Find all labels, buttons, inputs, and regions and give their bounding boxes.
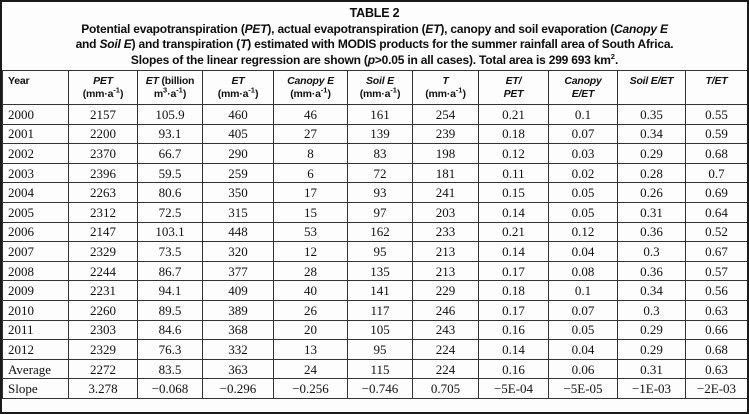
table-row — [3, 144, 748, 164]
row-label-cell: 2006 — [3, 222, 69, 242]
col-header-et-billion: ET (billion $m^3\cdot a^{-1}$) — [138, 71, 203, 105]
value-cell: 0.3 — [618, 300, 686, 320]
value-cell: 3.278 — [69, 379, 138, 399]
row-label-cell: Slope — [3, 379, 69, 399]
value-cell: 224 — [413, 359, 479, 379]
value-cell: 0.67 — [686, 242, 748, 262]
value-cell: 28 — [274, 261, 348, 281]
value-cell: 26 — [274, 300, 348, 320]
value-cell: 0.04 — [549, 340, 618, 360]
value-cell: 0.63 — [686, 359, 748, 379]
value-cell: 15 — [274, 202, 348, 222]
value-cell: 0.17 — [479, 300, 549, 320]
value-cell: 0.03 — [549, 144, 618, 164]
value-cell: 0.14 — [479, 340, 549, 360]
value-cell: 97 — [348, 202, 413, 222]
value-cell: 95 — [348, 340, 413, 360]
value-cell: 0.21 — [479, 105, 549, 125]
table-number: TABLE 2 — [349, 6, 400, 20]
value-cell: 2370 — [69, 144, 138, 164]
table-row — [3, 105, 748, 125]
value-cell: 2329 — [69, 340, 138, 360]
value-cell: 84.6 — [138, 320, 203, 340]
col-header-et-pet: ET/ PET — [479, 71, 549, 105]
value-cell: 233 — [413, 222, 479, 242]
value-cell: 53 — [274, 222, 348, 242]
col-header-t-et: T/ET — [686, 71, 748, 105]
value-cell: 105 — [348, 320, 413, 340]
value-cell: 460 — [203, 105, 274, 125]
value-cell: 2157 — [69, 105, 138, 125]
value-cell: 135 — [348, 261, 413, 281]
value-cell: 0.07 — [549, 124, 618, 144]
value-cell: 76.3 — [138, 340, 203, 360]
value-cell: 246 — [413, 300, 479, 320]
value-cell: 0.18 — [479, 124, 549, 144]
value-cell: 368 — [203, 320, 274, 340]
value-cell: −0.746 — [348, 379, 413, 399]
value-cell: 229 — [413, 281, 479, 301]
data-table — [2, 70, 748, 399]
value-cell: 320 — [203, 242, 274, 262]
table-row — [3, 359, 748, 379]
col-header-soil-e-et: Soil E/ET — [618, 71, 686, 105]
value-cell: 0.69 — [686, 183, 748, 203]
value-cell: 241 — [413, 183, 479, 203]
table-row — [3, 261, 748, 281]
value-cell: 224 — [413, 340, 479, 360]
value-cell: 0.29 — [618, 144, 686, 164]
value-cell: 13 — [274, 340, 348, 360]
value-cell: 117 — [348, 300, 413, 320]
value-cell: 0.36 — [618, 222, 686, 242]
value-cell: −1E-03 — [618, 379, 686, 399]
value-cell: 8 — [274, 144, 348, 164]
value-cell: 0.16 — [479, 320, 549, 340]
table-row — [3, 242, 748, 262]
value-cell: 350 — [203, 183, 274, 203]
value-cell: 0.31 — [618, 202, 686, 222]
value-cell: 0.15 — [479, 183, 549, 203]
value-cell: 181 — [413, 163, 479, 183]
value-cell: 0.66 — [686, 320, 748, 340]
value-cell: 405 — [203, 124, 274, 144]
value-cell: 103.1 — [138, 222, 203, 242]
row-label-cell: 2005 — [3, 202, 69, 222]
value-cell: 20 — [274, 320, 348, 340]
value-cell: 93.1 — [138, 124, 203, 144]
value-cell: 0.05 — [549, 320, 618, 340]
value-cell: 0.55 — [686, 105, 748, 125]
value-cell: 332 — [203, 340, 274, 360]
col-header-et-mm: ET $(mm\cdot a^{-1})$ — [203, 71, 274, 105]
value-cell: 139 — [348, 124, 413, 144]
value-cell: 0.12 — [479, 144, 549, 164]
value-cell: 0.59 — [686, 124, 748, 144]
value-cell: 0.7 — [686, 163, 748, 183]
value-cell: 409 — [203, 281, 274, 301]
table-row — [3, 340, 748, 360]
row-label-cell: 2004 — [3, 183, 69, 203]
value-cell: 0.05 — [549, 202, 618, 222]
value-cell: 0.29 — [618, 320, 686, 340]
value-cell: 0.31 — [618, 359, 686, 379]
value-cell: −5E-04 — [479, 379, 549, 399]
value-cell: 105.9 — [138, 105, 203, 125]
row-label-cell: 2002 — [3, 144, 69, 164]
value-cell: 243 — [413, 320, 479, 340]
value-cell: 0.68 — [686, 340, 748, 360]
value-cell: 2312 — [69, 202, 138, 222]
table-row — [3, 202, 748, 222]
value-cell: 0.1 — [549, 281, 618, 301]
value-cell: 0.64 — [686, 202, 748, 222]
value-cell: 0.68 — [686, 144, 748, 164]
value-cell: 0.34 — [618, 281, 686, 301]
table-row — [3, 163, 748, 183]
value-cell: 448 — [203, 222, 274, 242]
value-cell: −0.068 — [138, 379, 203, 399]
value-cell: 80.6 — [138, 183, 203, 203]
value-cell: 290 — [203, 144, 274, 164]
table-body — [3, 105, 748, 399]
value-cell: 93 — [348, 183, 413, 203]
value-cell: 66.7 — [138, 144, 203, 164]
row-label-cell: 2008 — [3, 261, 69, 281]
value-cell: 24 — [274, 359, 348, 379]
value-cell: 0.17 — [479, 261, 549, 281]
value-cell: 0.16 — [479, 359, 549, 379]
value-cell: 363 — [203, 359, 274, 379]
row-label-cell: 2007 — [3, 242, 69, 262]
value-cell: 198 — [413, 144, 479, 164]
col-header-t: T $(mm\cdot a^{-1})$ — [413, 71, 479, 105]
value-cell: 315 — [203, 202, 274, 222]
value-cell: 0.14 — [479, 242, 549, 262]
value-cell: 0.56 — [686, 281, 748, 301]
value-cell: 213 — [413, 261, 479, 281]
value-cell: 0.04 — [549, 242, 618, 262]
value-cell: 6 — [274, 163, 348, 183]
value-cell: 40 — [274, 281, 348, 301]
table-row — [3, 281, 748, 301]
value-cell: 0.36 — [618, 261, 686, 281]
value-cell: 2200 — [69, 124, 138, 144]
value-cell: 0.63 — [686, 300, 748, 320]
value-cell: 0.26 — [618, 183, 686, 203]
row-label-cell: 2012 — [3, 340, 69, 360]
value-cell: −5E-05 — [549, 379, 618, 399]
col-header-year: Year — [3, 71, 69, 105]
value-cell: 115 — [348, 359, 413, 379]
value-cell: 389 — [203, 300, 274, 320]
value-cell: 0.21 — [479, 222, 549, 242]
table-row — [3, 222, 748, 242]
col-header-soil-e: Soil E $(mm\cdot a^{-1})$ — [348, 71, 413, 105]
value-cell: 0.28 — [618, 163, 686, 183]
table-caption: Potential evapotranspiration (PET), actual evapotranspiration (ET), canopy and soil evaporation (Canopy E and Soil E) and transpiration (T) estimated with MODIS products for the summer rainfall area of South Africa. Slopes of the linear regression are shown (p>0.05 in all cases). Total area is 299 693 $km^2$. — [75, 21, 674, 67]
header-row — [3, 71, 748, 105]
value-cell: 0.1 — [549, 105, 618, 125]
table-row — [3, 379, 748, 399]
value-cell: 2396 — [69, 163, 138, 183]
row-label-cell: 2001 — [3, 124, 69, 144]
value-cell: 213 — [413, 242, 479, 262]
value-cell: 0.05 — [549, 183, 618, 203]
row-label-cell: Average — [3, 359, 69, 379]
value-cell: 2244 — [69, 261, 138, 281]
value-cell: 2147 — [69, 222, 138, 242]
value-cell: 59.5 — [138, 163, 203, 183]
value-cell: 72.5 — [138, 202, 203, 222]
value-cell: 2303 — [69, 320, 138, 340]
row-label-cell: 2011 — [3, 320, 69, 340]
value-cell: −0.296 — [203, 379, 274, 399]
value-cell: 0.705 — [413, 379, 479, 399]
value-cell: 0.34 — [618, 124, 686, 144]
value-cell: 17 — [274, 183, 348, 203]
table-row — [3, 183, 748, 203]
value-cell: −0.256 — [274, 379, 348, 399]
value-cell: −2E-03 — [686, 379, 748, 399]
value-cell: 161 — [348, 105, 413, 125]
value-cell: 0.12 — [549, 222, 618, 242]
value-cell: 0.29 — [618, 340, 686, 360]
value-cell: 254 — [413, 105, 479, 125]
value-cell: 0.52 — [686, 222, 748, 242]
value-cell: 0.07 — [549, 300, 618, 320]
value-cell: 46 — [274, 105, 348, 125]
value-cell: 2272 — [69, 359, 138, 379]
value-cell: 94.1 — [138, 281, 203, 301]
value-cell: 2260 — [69, 300, 138, 320]
row-label-cell: 2009 — [3, 281, 69, 301]
value-cell: 0.11 — [479, 163, 549, 183]
value-cell: 83 — [348, 144, 413, 164]
value-cell: 0.14 — [479, 202, 549, 222]
value-cell: 239 — [413, 124, 479, 144]
col-header-canopy-e-et: Canopy E/ET — [549, 71, 618, 105]
value-cell: 2263 — [69, 183, 138, 203]
row-label-cell: 2010 — [3, 300, 69, 320]
value-cell: 0.18 — [479, 281, 549, 301]
value-cell: 259 — [203, 163, 274, 183]
value-cell: 72 — [348, 163, 413, 183]
value-cell: 89.5 — [138, 300, 203, 320]
row-label-cell: 2003 — [3, 163, 69, 183]
value-cell: 2231 — [69, 281, 138, 301]
value-cell: 141 — [348, 281, 413, 301]
value-cell: 2329 — [69, 242, 138, 262]
value-cell: 203 — [413, 202, 479, 222]
value-cell: 0.08 — [549, 261, 618, 281]
table-row — [3, 320, 748, 340]
table-row — [3, 300, 748, 320]
table-row — [3, 124, 748, 144]
table-title-block — [2, 2, 747, 70]
col-header-pet: PET $(mm\cdot a^{-1})$ — [69, 71, 138, 105]
value-cell: 0.57 — [686, 261, 748, 281]
value-cell: 73.5 — [138, 242, 203, 262]
value-cell: 83.5 — [138, 359, 203, 379]
value-cell: 86.7 — [138, 261, 203, 281]
value-cell: 377 — [203, 261, 274, 281]
value-cell: 27 — [274, 124, 348, 144]
value-cell: 0.35 — [618, 105, 686, 125]
value-cell: 0.3 — [618, 242, 686, 262]
value-cell: 95 — [348, 242, 413, 262]
value-cell: 0.02 — [549, 163, 618, 183]
row-label-cell: 2000 — [3, 105, 69, 125]
col-header-canopy-e: Canopy E $(mm\cdot a^{-1})$ — [274, 71, 348, 105]
value-cell: 12 — [274, 242, 348, 262]
value-cell: 0.06 — [549, 359, 618, 379]
value-cell: 162 — [348, 222, 413, 242]
